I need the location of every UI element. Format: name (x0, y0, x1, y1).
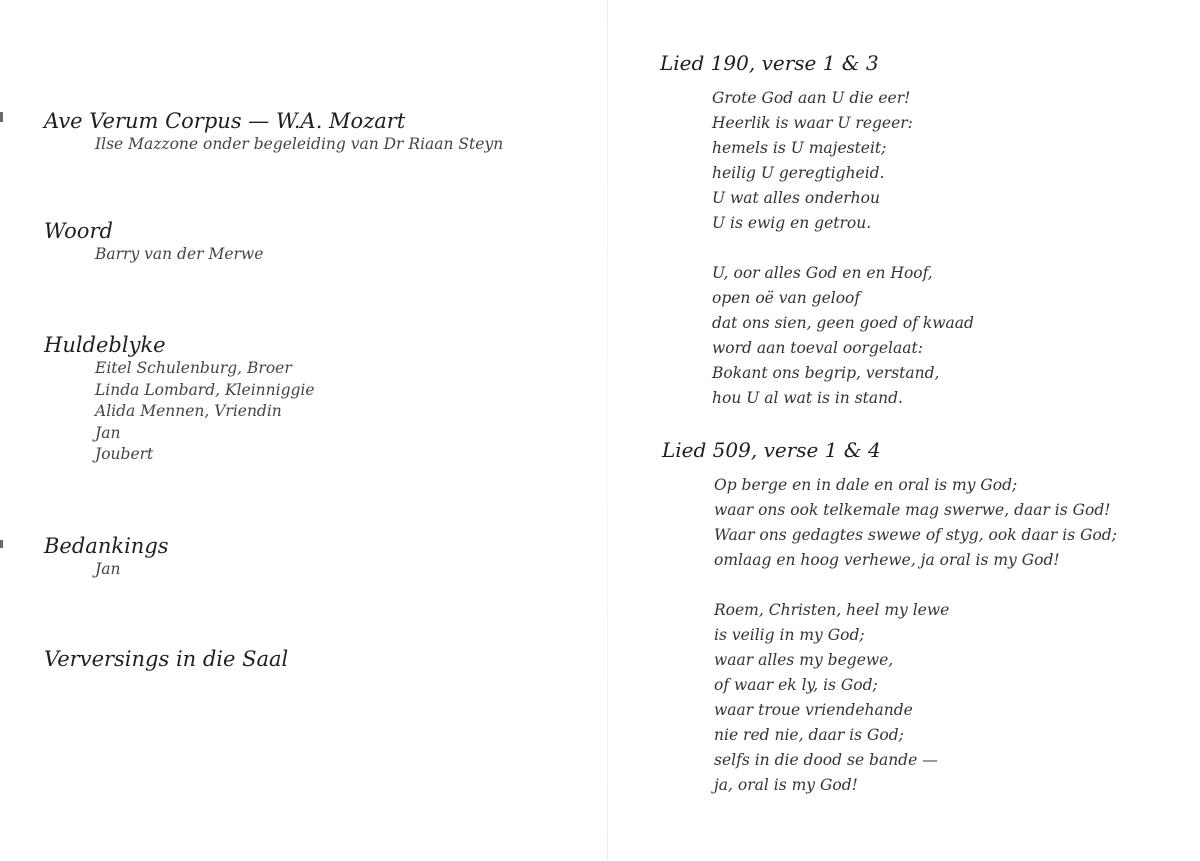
section-detail: Jan (95, 560, 121, 578)
verse (712, 261, 974, 411)
verse-line: waar alles my begewe, (714, 651, 894, 669)
section-heading: Woord (44, 219, 113, 243)
edge-mark (0, 540, 3, 548)
verse-line: of waar ek ly, is God; (714, 676, 878, 694)
song-title: Lied 509, verse 1 & 4 (662, 438, 881, 462)
edge-mark (0, 112, 3, 122)
verse-spacer (662, 573, 1117, 598)
section-heading: Verversings in die Saal (44, 647, 289, 671)
verse-line: open oë van geloof (712, 289, 861, 307)
verse (712, 86, 974, 236)
verse-line: word aan toeval oorgelaat: (712, 339, 923, 357)
verse-line: heilig U geregtigheid. (712, 164, 885, 182)
verse-line: U is ewig en getrou. (712, 214, 872, 232)
section-ave-verum (44, 108, 503, 156)
verse-line: Heerlik is waar U regeer: (712, 114, 913, 132)
section-detail: Joubert (95, 445, 154, 463)
verse (714, 598, 1117, 798)
verse-line: U, oor alles God en en Hoof, (712, 264, 933, 282)
verse-line: dat ons sien, geen goed of kwaad (712, 314, 974, 332)
verse-line: nie red nie, daar is God; (714, 726, 904, 744)
song-lied-190 (660, 50, 974, 411)
verse-line: is veilig in my God; (714, 626, 865, 644)
verse-line: waar ons ook telkemale mag swerwe, daar is God! (714, 501, 1111, 519)
section-detail: Alida Mennen, Vriendin (95, 402, 282, 420)
verse-line: Roem, Christen, heel my lewe (714, 601, 950, 619)
section-detail: Ilse Mazzone onder begeleiding van Dr Riaan Steyn (95, 135, 504, 153)
verse-line: omlaag en hoog verhewe, ja oral is my God! (714, 551, 1060, 569)
verse-line: hou U al wat is in stand. (712, 389, 903, 407)
section-detail: Eitel Schulenburg, Broer (95, 359, 292, 377)
section-detail: Jan (95, 423, 121, 442)
verse-line: U wat alles onderhou (712, 189, 880, 207)
right-page (608, 0, 1200, 861)
verse-line: Op berge en in dale en oral is my God; (714, 476, 1018, 494)
verse-line: Waar ons gedagtes swewe of styg, ook daar is God; (714, 526, 1117, 544)
verse-line: ja, oral is my God! (714, 776, 858, 794)
verse-spacer (660, 236, 974, 261)
section-heading: Ave Verum Corpus — W.A. Mozart (44, 109, 406, 133)
verse-line: selfs in die dood se bande — (714, 751, 938, 769)
section-huldeblyke (44, 332, 315, 466)
section-woord (44, 218, 263, 266)
section-heading: Huldeblyke (44, 333, 166, 357)
verse-line: Bokant ons begrip, verstand, (712, 364, 940, 382)
section-bedankings (44, 533, 169, 581)
song-title: Lied 190, verse 1 & 3 (660, 51, 879, 75)
section-heading: Bedankings (44, 534, 169, 558)
verse (714, 473, 1117, 573)
section-detail: Linda Lombard, Kleinniggie (95, 380, 315, 399)
section-detail: Barry van der Merwe (95, 245, 264, 263)
verse-line: waar troue vriendehande (714, 701, 913, 719)
song-lied-509 (662, 437, 1117, 798)
verse-line: hemels is U majesteit; (712, 139, 887, 157)
verse-line: Grote God aan U die eer! (712, 89, 911, 107)
section-verversings (44, 646, 288, 672)
